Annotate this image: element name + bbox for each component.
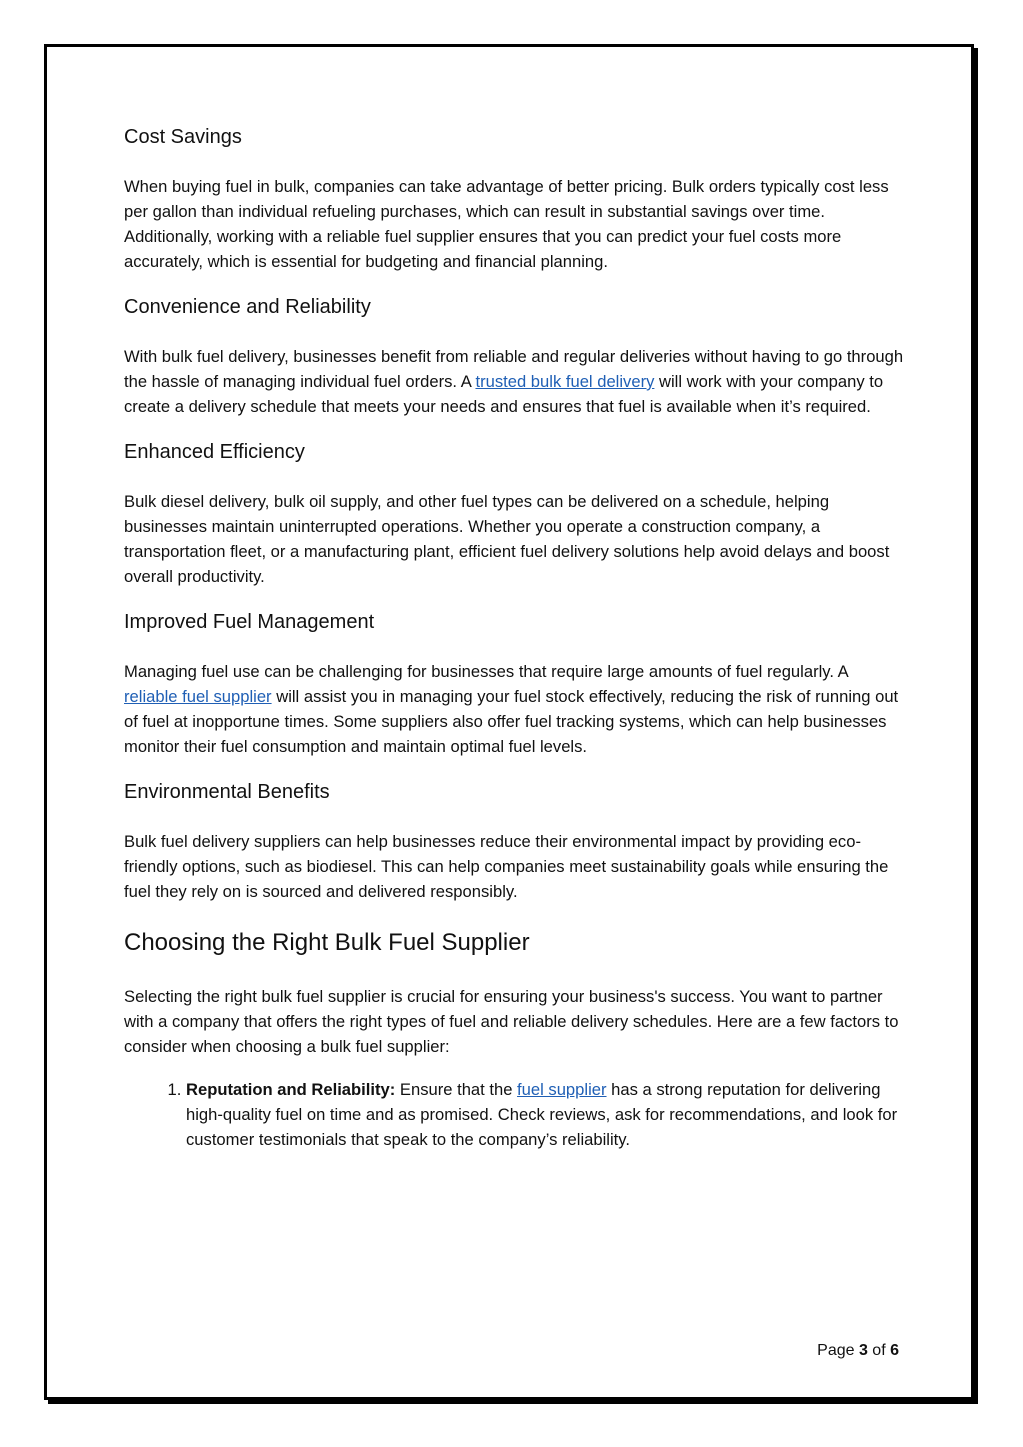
heading-convenience: Convenience and Reliability [124, 296, 371, 318]
paragraph-efficiency: Bulk diesel delivery, bulk oil supply, and other fuel types can be delivered on a schedule, helping businesses maintain uninterrupted operations. Whether you operate a construction company, a transportation fleet, or a manufacturing plant, efficient fuel delivery solutions help avoid delays and boost overall productivity. [124, 492, 890, 586]
link-reliable-fuel-supplier[interactable]: reliable fuel supplier [124, 687, 272, 706]
link-fuel-supplier[interactable]: fuel supplier [517, 1080, 607, 1099]
paragraph-cost-savings: When buying fuel in bulk, companies can take advantage of better pricing. Bulk orders typically cost less per gallon than individual refueling purchases, which can result in substantial savings over time. Additionally, working with a reliable fuel supplier ensures that you can predict your fuel costs more accurately, which is essential for budgeting and financial planning. [124, 177, 889, 271]
page-number: 3 [858, 1342, 868, 1359]
paragraph-environmental: Bulk fuel delivery suppliers can help businesses reduce their environmental impact by providing eco-friendly options, such as biodiesel. This can help companies meet sustainability goals while ensuring the fuel they rely on is sourced and delivered responsibly. [124, 832, 889, 901]
heading-environmental: Environmental Benefits [124, 781, 330, 803]
page-footer [817, 1342, 899, 1360]
paragraph-fuel-management [124, 659, 904, 759]
page-total: 6 [890, 1342, 899, 1359]
paragraph-text: With bulk fuel delivery, businesses benefit from reliable and regular deliveries without having to go through the hassle of managing individual fuel orders. A [124, 347, 904, 391]
page-label: Page [817, 1342, 859, 1359]
list-item [186, 1077, 904, 1152]
link-trusted-bulk-fuel-delivery[interactable]: trusted bulk fuel delivery [475, 372, 655, 391]
paragraph-text: will work with your company to create a delivery schedule that meets your needs and ensures that fuel is available when it’s required. [124, 372, 884, 416]
paragraph-text: will assist you in managing your fuel stock effectively, reducing the risk of running out of fuel at inopportune times. Some suppliers also offer fuel tracking systems, which can help businesses monitor their fuel consumption and maintain optimal fuel levels. [124, 687, 899, 756]
document-body [124, 122, 904, 1152]
heading-efficiency: Enhanced Efficiency [124, 441, 305, 463]
paragraph-convenience [124, 344, 904, 419]
heading-fuel-management: Improved Fuel Management [124, 611, 375, 633]
paragraph-text: Managing fuel use can be challenging for businesses that require large amounts of fuel regularly. A [124, 662, 848, 681]
factors-list [124, 1077, 904, 1152]
heading-choosing-supplier: Choosing the Right Bulk Fuel Supplier [124, 929, 530, 956]
list-item-title: Reputation and Reliability: [186, 1080, 396, 1099]
of-label: of [867, 1342, 891, 1359]
list-item-text: Ensure that the [395, 1080, 518, 1099]
paragraph-choosing-intro: Selecting the right bulk fuel supplier is crucial for ensuring your business's success. You want to partner with a company that offers the right types of fuel and reliable delivery schedules. Here are a few factors to consider when choosing a bulk fuel supplier: [124, 987, 899, 1056]
list-item-text: has a strong reputation for delivering high-quality fuel on time and as promised. Check reviews, ask for recommendations, and look for customer testimonials that speak to the company’s reliability. [186, 1080, 898, 1149]
heading-cost-savings: Cost Savings [124, 126, 242, 148]
